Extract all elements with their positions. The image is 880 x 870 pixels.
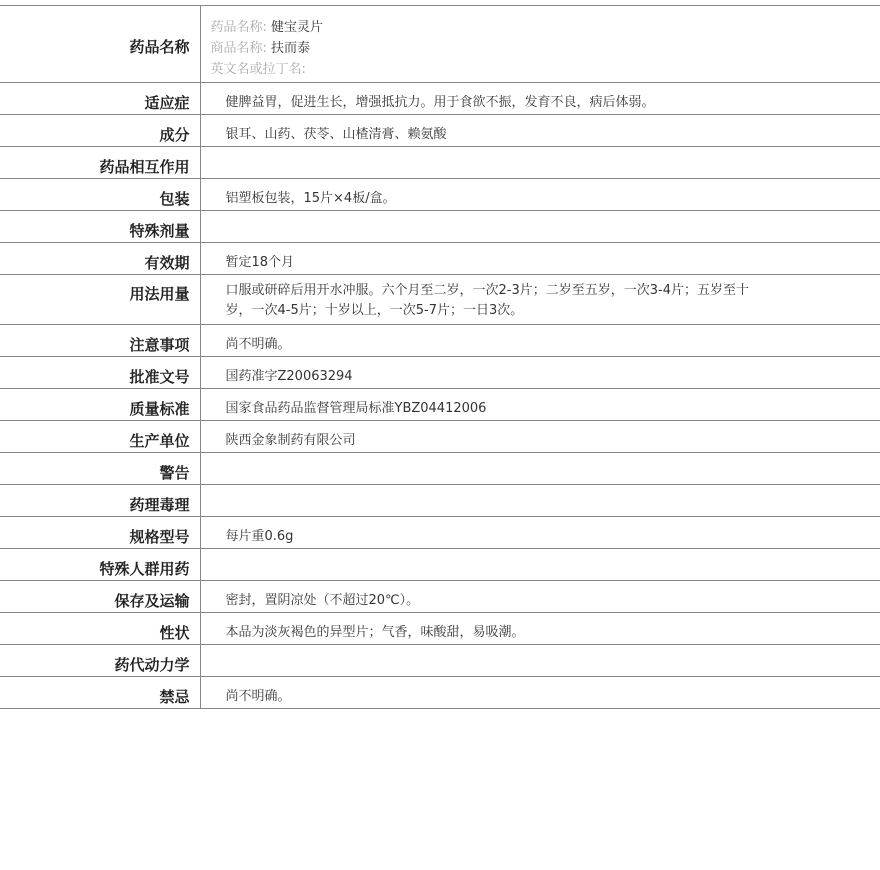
row-label: 药品相互作用 [0,147,200,179]
trade-name-key: 商品名称: [210,41,267,56]
row-label: 警告 [0,453,200,485]
row-indications [0,83,880,115]
row-label: 规格型号 [0,517,200,549]
row-drug-name [0,6,880,83]
row-label: 质量标准 [0,389,200,421]
row-contraindications [0,677,880,709]
drug-spec-sheet [0,5,880,709]
row-value [200,211,880,243]
row-value [200,485,880,517]
row-value [200,275,880,325]
row-label: 适应症 [0,83,200,115]
row-quality-standard [0,389,880,421]
row-pharmacokinetics [0,645,880,677]
row-label: 药品名称 [0,6,200,83]
row-label: 成分 [0,115,200,147]
row-shelf-life [0,243,880,275]
generic-name-key: 药品名称: [210,20,267,35]
row-label: 禁忌 [0,677,200,709]
usage-dosage-text: 口服或研碎后用开水冲服。六个月至二岁，一次2-3片；二岁至五岁，一次3-4片；五岁至十岁，一次4-5片；十岁以上，一次5-7片；一日3次。 [225,283,749,318]
row-value: 密封，置阴凉处（不超过20℃）。 [200,581,880,613]
row-label: 用法用量 [0,275,200,325]
row-value: 银耳、山药、茯苓、山楂清膏、赖氨酸 [200,115,880,147]
row-label: 有效期 [0,243,200,275]
row-value: 铝塑板包装，15片×4板/盒。 [200,179,880,211]
row-value: 本品为淡灰褐色的异型片；气香，味酸甜，易吸潮。 [200,613,880,645]
row-description [0,613,880,645]
english-name-key: 英文名或拉丁名: [210,62,306,77]
row-value: 国家食品药品监督管理局标准YBZ04412006 [200,389,880,421]
row-pharmacology-toxicology [0,485,880,517]
row-manufacturer [0,421,880,453]
row-value: 暂定18个月 [200,243,880,275]
row-label: 保存及运输 [0,581,200,613]
row-value: 国药准字Z20063294 [200,357,880,389]
generic-name-value: 健宝灵片 [271,20,324,35]
row-value [200,453,880,485]
row-ingredients [0,115,880,147]
row-label: 特殊剂量 [0,211,200,243]
row-label: 特殊人群用药 [0,549,200,581]
row-label: 注意事项 [0,325,200,357]
row-special-dosage [0,211,880,243]
row-label: 包装 [0,179,200,211]
drug-name-values [200,6,880,83]
row-usage-dosage [0,275,880,325]
row-drug-interactions [0,147,880,179]
row-value [200,549,880,581]
row-warning [0,453,880,485]
row-specification [0,517,880,549]
row-value: 每片重0.6g [200,517,880,549]
generic-name-line [211,17,880,38]
row-value: 尚不明确。 [200,325,880,357]
row-label: 生产单位 [0,421,200,453]
row-label: 药理毒理 [0,485,200,517]
row-packaging [0,179,880,211]
row-precautions [0,325,880,357]
row-label: 批准文号 [0,357,200,389]
drug-spec-table [0,5,880,709]
row-value [200,645,880,677]
row-value: 陕西金象制药有限公司 [200,421,880,453]
row-label: 药代动力学 [0,645,200,677]
trade-name-value: 扶而泰 [271,41,311,56]
row-value [200,147,880,179]
row-approval-number [0,357,880,389]
row-label: 性状 [0,613,200,645]
row-special-populations [0,549,880,581]
row-value: 健脾益胃，促进生长，增强抵抗力。用于食欲不振，发育不良，病后体弱。 [200,83,880,115]
english-name-line [211,59,880,80]
row-storage-transport [0,581,880,613]
trade-name-line [211,38,880,59]
row-value: 尚不明确。 [200,677,880,709]
